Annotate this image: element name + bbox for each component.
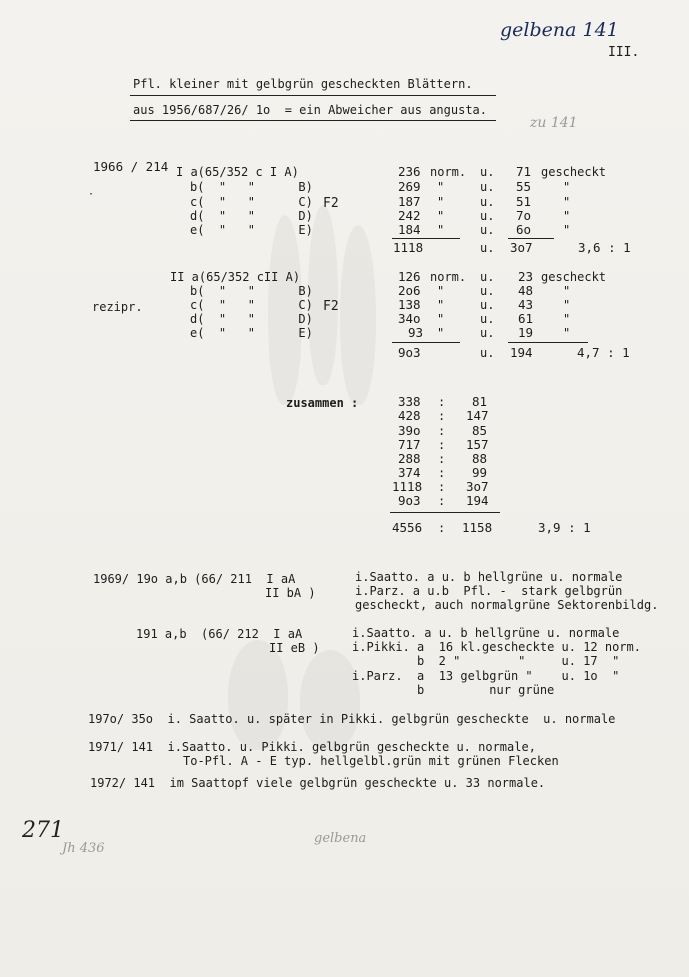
summary-label: zusammen : <box>286 396 359 410</box>
block1-plant: d( " " D) <box>190 209 313 223</box>
block1-plant: e( " " E) <box>190 223 313 237</box>
block1-gescheckt-count: 7o <box>516 208 532 223</box>
block1-normal-count: 184 <box>398 222 421 237</box>
block1-plant: c( " " C) <box>190 195 313 209</box>
summary-colon: : <box>438 480 446 494</box>
block1-und: u. <box>480 165 495 179</box>
block1-normal-label: norm. <box>430 165 467 179</box>
block2-f2: F2 <box>323 299 339 314</box>
bleed-through-shape <box>228 640 288 750</box>
note-191-header-cont: II eB ) <box>269 641 320 655</box>
block1-total-normal: 1118 <box>393 240 424 255</box>
handwritten-label: gelbena 141 <box>500 19 619 41</box>
origin-line: aus 1956/687/26/ 1o = ein Abweicher aus angusta. <box>133 103 488 117</box>
block1-normal-count: 236 <box>398 164 421 179</box>
note-191-line: i.Saatto. a u. b hellgrüne u. normale <box>352 626 620 640</box>
block1-gescheckt-count: 51 <box>516 194 532 209</box>
block2-gescheckt-count: 23 <box>518 269 534 284</box>
block1-ditto: " <box>563 223 571 237</box>
summary-colon: : <box>438 424 446 438</box>
block1-total-gescheckt: 3o7 <box>510 240 533 255</box>
summary-gescheckt: 85 <box>472 423 488 438</box>
summary-colon: : <box>438 466 446 480</box>
summary-normal: 717 <box>398 437 421 452</box>
block1-und: u. <box>480 180 495 194</box>
block1-ditto: " <box>437 223 445 237</box>
block1-plant: b( " " B) <box>190 180 313 194</box>
block1-gescheckt-count: 71 <box>516 164 532 179</box>
summary-normal: 338 <box>398 394 421 409</box>
note-191-line: i.Pikki. a 16 kl.gescheckte u. 12 norm. <box>352 640 641 654</box>
note-1969-line: i.Parz. a u.b Pfl. - stark gelbgrün <box>355 584 623 598</box>
note-191-line: b nur grüne <box>417 683 555 697</box>
summary-normal: 9o3 <box>398 493 421 508</box>
block1-normal-count: 269 <box>398 179 421 194</box>
summary-colon: : <box>438 438 446 452</box>
block2-ditto: " <box>563 326 571 340</box>
block1-sum-line <box>508 238 554 239</box>
bleed-through-shape <box>300 650 360 750</box>
block2-ditto: " <box>437 284 445 298</box>
block2-total-normal: 9o3 <box>398 345 421 360</box>
block2-ditto: " <box>563 312 571 326</box>
summary-total-gescheckt: 1158 <box>462 520 493 535</box>
note-191-line: i.Parz. a 13 gelbgrün " u. 1o " <box>352 669 620 683</box>
summary-normal: 1118 <box>392 479 423 494</box>
block2-gescheckt-count: 48 <box>518 283 534 298</box>
summary-gescheckt: 81 <box>472 394 488 409</box>
note-1969-header-cont: II bA ) <box>265 586 316 600</box>
block1-gescheckt-count: 55 <box>516 179 532 194</box>
summary-total-normal: 4556 <box>392 520 423 535</box>
block2-plant: e( " " E) <box>190 326 313 340</box>
margin-page-number: 271 <box>22 818 64 843</box>
block2-sum-line <box>392 342 460 343</box>
summary-sum-line <box>390 512 500 513</box>
block1-sum-line <box>392 238 460 239</box>
block2-ditto: " <box>563 298 571 312</box>
block2-und: u. <box>480 298 495 312</box>
summary-normal: 39o <box>398 423 421 438</box>
block2-normal-count: 126 <box>398 269 421 284</box>
summary-normal: 288 <box>398 451 421 466</box>
summary-gescheckt: 88 <box>472 451 488 466</box>
margin-dot: · <box>88 189 95 200</box>
page-number: III. <box>608 45 640 60</box>
note-191-line: b 2 " " u. 17 " <box>417 654 620 668</box>
note-1971-cont: To-Pfl. A - E typ. hellgelbl.grün mit grünen Flecken <box>183 754 559 768</box>
block1-ditto: " <box>563 209 571 223</box>
block2-ditto: " <box>563 284 571 298</box>
block2-normal-count: 138 <box>398 297 421 312</box>
note-1969-line: i.Saatto. a u. b hellgrüne u. normale <box>355 570 623 584</box>
block2-total-gescheckt: 194 <box>510 345 533 360</box>
block1-plant: I a(65/352 c I A) <box>176 165 299 179</box>
block2-total-und: u. <box>480 346 495 360</box>
block2-gescheckt-label: gescheckt <box>541 270 607 284</box>
block1-ditto: " <box>437 180 445 194</box>
block2-label: rezipr. <box>92 300 143 314</box>
note-1970: 197o/ 35o i. Saatto. u. später in Pikki. gelbgrün gescheckte u. normale <box>88 712 616 726</box>
block1-und: u. <box>480 209 495 223</box>
block1-ditto: " <box>563 195 571 209</box>
block1-gescheckt-count: 6o <box>516 222 532 237</box>
block2-sum-line <box>508 342 588 343</box>
block1-normal-count: 242 <box>398 208 421 223</box>
block1-und: u. <box>480 195 495 209</box>
block1-ditto: " <box>563 180 571 194</box>
block2-normal-count: 93 <box>408 325 424 340</box>
summary-gescheckt: 147 <box>466 408 489 423</box>
block2-plant: c( " " C) <box>190 298 313 312</box>
block1-gescheckt-label: gescheckt <box>541 165 607 179</box>
note-1969-line: gescheckt, auch normalgrüne Sektorenbildg. <box>355 598 659 612</box>
summary-colon: : <box>438 452 446 466</box>
block1-f2: F2 <box>323 196 339 211</box>
block2-normal-count: 2o6 <box>398 283 421 298</box>
summary-ratio: 3,9 : 1 <box>538 520 591 535</box>
note-1969-header: 1969/ 19o a,b (66/ 211 I aA <box>93 572 296 586</box>
block1-und: u. <box>480 223 495 237</box>
block1-ditto: " <box>437 195 445 209</box>
block2-ditto: " <box>437 326 445 340</box>
bleed-through-shape <box>340 225 376 405</box>
block1-normal-count: 187 <box>398 194 421 209</box>
block2-gescheckt-count: 43 <box>518 297 534 312</box>
title-underline <box>130 95 496 96</box>
block1-ditto: " <box>437 209 445 223</box>
note-1971: 1971/ 141 i.Saatto. u. Pikki. gelbgrün gescheckte u. normale, <box>88 740 536 754</box>
block2-und: u. <box>480 270 495 284</box>
summary-normal: 428 <box>398 408 421 423</box>
block1-label: 1966 / 214 <box>93 159 169 174</box>
block2-und: u. <box>480 326 495 340</box>
block2-ditto: " <box>437 298 445 312</box>
pencil-note-bottom: gelbena <box>314 831 367 846</box>
summary-colon: : <box>438 494 446 508</box>
pencil-note-bottom-left: Jh 436 <box>62 841 105 856</box>
summary-normal: 374 <box>398 465 421 480</box>
block2-ratio: 4,7 : 1 <box>577 345 630 360</box>
page-title: Pfl. kleiner mit gelbgrün gescheckten Blättern. <box>133 77 473 91</box>
summary-colon: : <box>438 409 446 423</box>
note-1972: 1972/ 141 im Saattopf viele gelbgrün gescheckte u. 33 normale. <box>90 776 546 790</box>
summary-gescheckt: 194 <box>466 493 489 508</box>
block2-plant: b( " " B) <box>190 284 313 298</box>
block1-total-und: u. <box>480 241 495 255</box>
block1-ratio: 3,6 : 1 <box>578 240 631 255</box>
note-191-header: 191 a,b (66/ 212 I aA <box>136 627 303 641</box>
summary-colon: : <box>438 395 446 409</box>
block2-normal-label: norm. <box>430 270 467 284</box>
origin-underline <box>130 120 496 121</box>
block2-gescheckt-count: 19 <box>518 325 534 340</box>
block2-und: u. <box>480 312 495 326</box>
block2-und: u. <box>480 284 495 298</box>
block2-normal-count: 34o <box>398 311 421 326</box>
summary-gescheckt: 157 <box>466 437 489 452</box>
block2-plant: II a(65/352 cII A) <box>170 270 301 284</box>
block2-ditto: " <box>437 312 445 326</box>
summary-gescheckt: 3o7 <box>466 479 489 494</box>
summary-gescheckt: 99 <box>472 465 488 480</box>
block2-gescheckt-count: 61 <box>518 311 534 326</box>
summary-colon: : <box>438 521 446 535</box>
pencil-note-top: zu 141 <box>530 115 578 131</box>
block2-plant: d( " " D) <box>190 312 313 326</box>
